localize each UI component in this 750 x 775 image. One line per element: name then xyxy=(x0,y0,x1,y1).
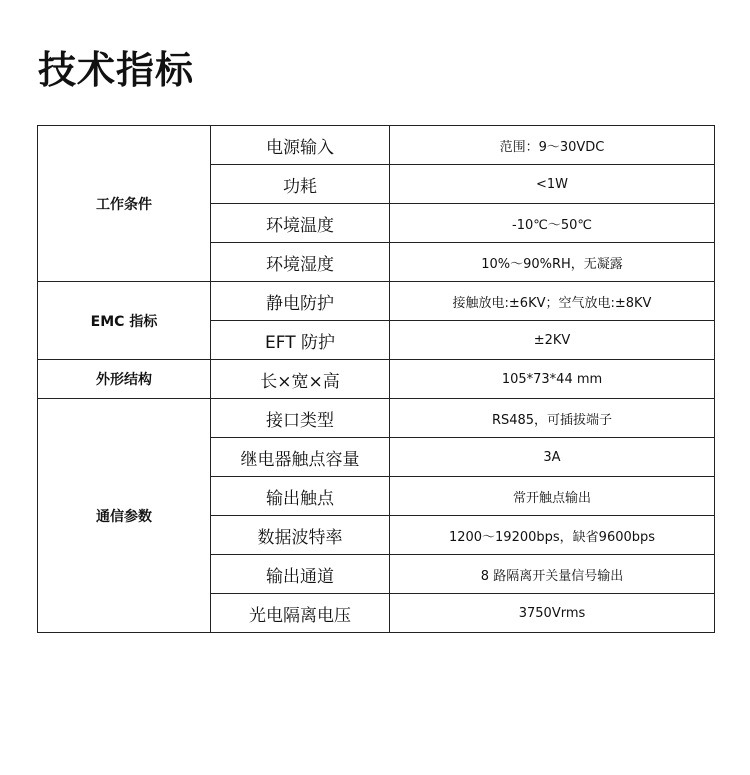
param-value: 3750Vrms xyxy=(390,594,715,633)
spec-table xyxy=(37,125,715,633)
param-value: 8 路隔离开关量信号输出 xyxy=(390,555,715,594)
param-label: 环境湿度 xyxy=(211,243,390,282)
param-label: 输出触点 xyxy=(211,477,390,516)
param-value: 常开触点输出 xyxy=(390,477,715,516)
param-label: 静电防护 xyxy=(211,282,390,321)
group-label-emc: EMC 指标 xyxy=(38,282,211,360)
param-value: RS485，可插拔端子 xyxy=(390,399,715,438)
param-label: 长×宽×高 xyxy=(211,360,390,399)
param-value: 1200～19200bps，缺省9600bps xyxy=(390,516,715,555)
param-value: 范围：9～30VDC xyxy=(390,126,715,165)
param-label: 数据波特率 xyxy=(211,516,390,555)
page-title: 技术指标 xyxy=(38,48,195,92)
param-value: <1W xyxy=(390,165,715,204)
param-label: 环境温度 xyxy=(211,204,390,243)
param-value: 105*73*44 mm xyxy=(390,360,715,399)
table-row xyxy=(38,126,715,165)
group-label-operating-conditions: 工作条件 xyxy=(38,126,211,282)
param-value: 10%～90%RH，无凝露 xyxy=(390,243,715,282)
param-label: 光电隔离电压 xyxy=(211,594,390,633)
param-value: -10℃～50℃ xyxy=(390,204,715,243)
table-row xyxy=(38,360,715,399)
param-value: 接触放电:±6KV；空气放电:±8KV xyxy=(390,282,715,321)
param-label: 继电器触点容量 xyxy=(211,438,390,477)
group-label-communication: 通信参数 xyxy=(38,399,211,633)
param-value: 3A xyxy=(390,438,715,477)
group-label-dimensions: 外形结构 xyxy=(38,360,211,399)
param-value: ±2KV xyxy=(390,321,715,360)
param-label: 功耗 xyxy=(211,165,390,204)
param-label: 电源输入 xyxy=(211,126,390,165)
param-label: 输出通道 xyxy=(211,555,390,594)
table-row xyxy=(38,282,715,321)
table-row xyxy=(38,399,715,438)
param-label: EFT 防护 xyxy=(211,321,390,360)
param-label: 接口类型 xyxy=(211,399,390,438)
